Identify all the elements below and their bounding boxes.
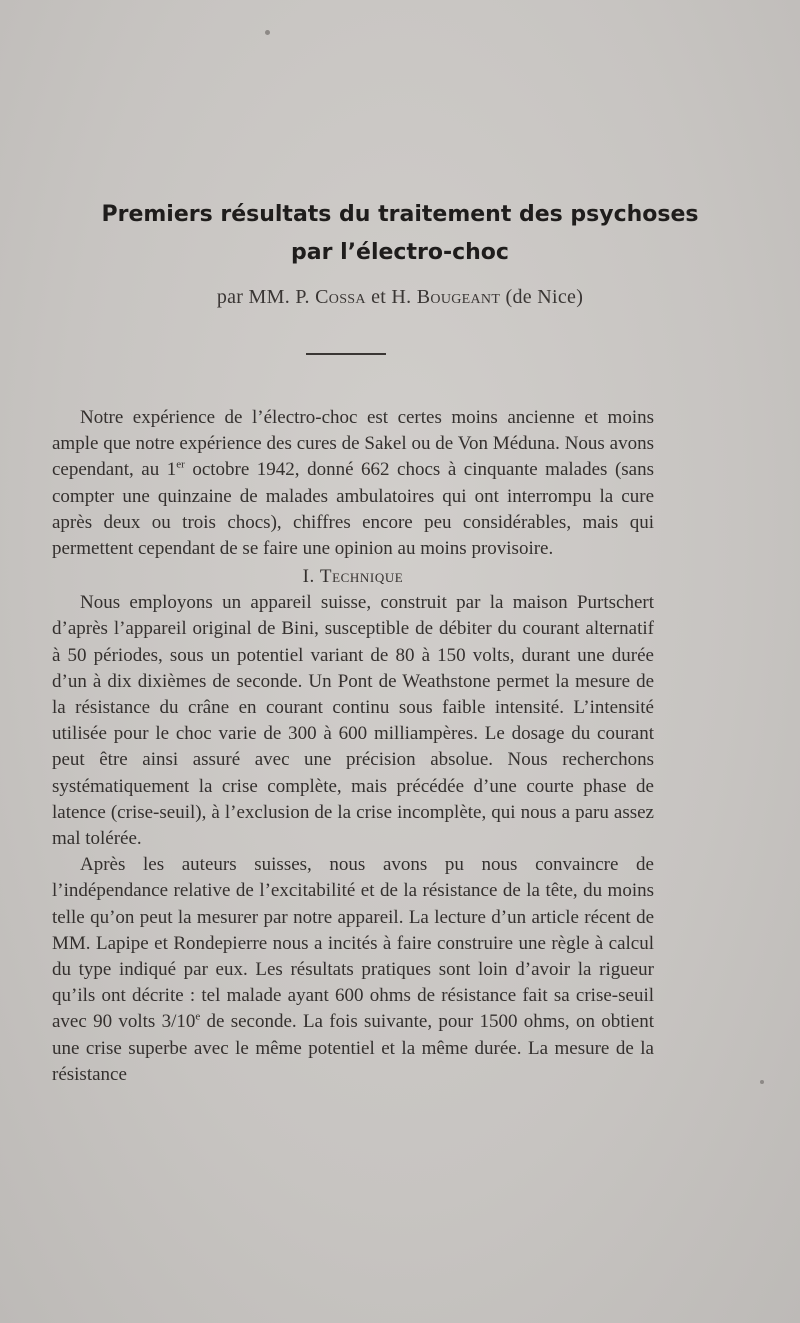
technique-paragraph-2 (52, 852, 654, 1088)
article-body (52, 405, 654, 1088)
section-heading-technique: I. Technique (302, 566, 404, 588)
author-bougeant: Bougeant (416, 286, 501, 308)
technique-text-2b: de seconde. La fois suivante, pour 1500 ohms, on obtient une crise superbe avec le même potentiel et la même durée. La mesure de la résistance (52, 1011, 654, 1085)
byline-prefix: par MM. P. (216, 286, 310, 308)
intro-text-2: octobre 1942, donné 662 chocs à cinquante malades (sans compter une quinzaine de malades ambulatoires qui ont interrompu la cure après deux ou trois chocs), chiffres encore peu considérables, mais qui permettent cependant de se faire une opinion au moins provisoire. (52, 459, 654, 560)
ink-speck (265, 30, 270, 35)
intro-text-1: Notre expérience de l’électro-choc est certes moins ancienne et moins ample que notre expérience des cures de Sakel ou de Von Méduna. Nous avons cependant, au 1 (52, 407, 654, 481)
intro-paragraph (52, 405, 654, 562)
byline-suffix: (de Nice) (505, 286, 584, 308)
article-title (0, 196, 800, 272)
technique-superscript: e (195, 1011, 201, 1024)
technique-text-2a: Après les auteurs suisses, nous avons pu nous convaincre de l’indépendance relative de l’excitabilité et de la résistance de la tête, du moins telle qu’on peut la mesurer par notre appareil. La lecture d’un article récent de MM. Lapipe et Rondepierre nous a incités à faire construire une règle à calcul du type indiqué par eux. Les résultats pratiques sont loin d’avoir la rigueur qu’ils ont décrite : tel malade ayant 600 ohms de résistance fait sa crise-seuil avec 90 volts 3/10 (52, 854, 654, 1033)
ink-speck (760, 1080, 764, 1084)
byline-mid: et H. (371, 286, 412, 308)
technique-paragraph-1: Nous employons un appareil suisse, construit par la maison Purtschert d’après l’appareil original de Bini, susceptible de débiter du courant alternatif à 50 périodes, sous un potentiel variant de 80 à 150 volts, durant une durée d’un à dix dixièmes de seconde. Un Pont de Weathstone permet la mesure de la résistance du crâne en courant continu sous faible intensité. L’intensité utilisée pour le choc varie de 300 à 600 milliampères. Le dosage du courant peut être ainsi assuré avec une précision absolue. Nous recherchons systématiquement la crise complète, mais précédée d’une courte phase de latence (crise-seuil), à l’exclusion de la crise incomplète, qui nous a paru assez mal tolérée. (52, 592, 654, 850)
title-line-2: par l’électro-choc (291, 240, 509, 265)
author-byline (0, 286, 800, 309)
intro-superscript: er (176, 459, 185, 472)
title-divider (306, 353, 386, 355)
title-line-1: Premiers résultats du traitement des psychoses (101, 202, 699, 227)
author-cossa: Cossa (315, 286, 366, 308)
